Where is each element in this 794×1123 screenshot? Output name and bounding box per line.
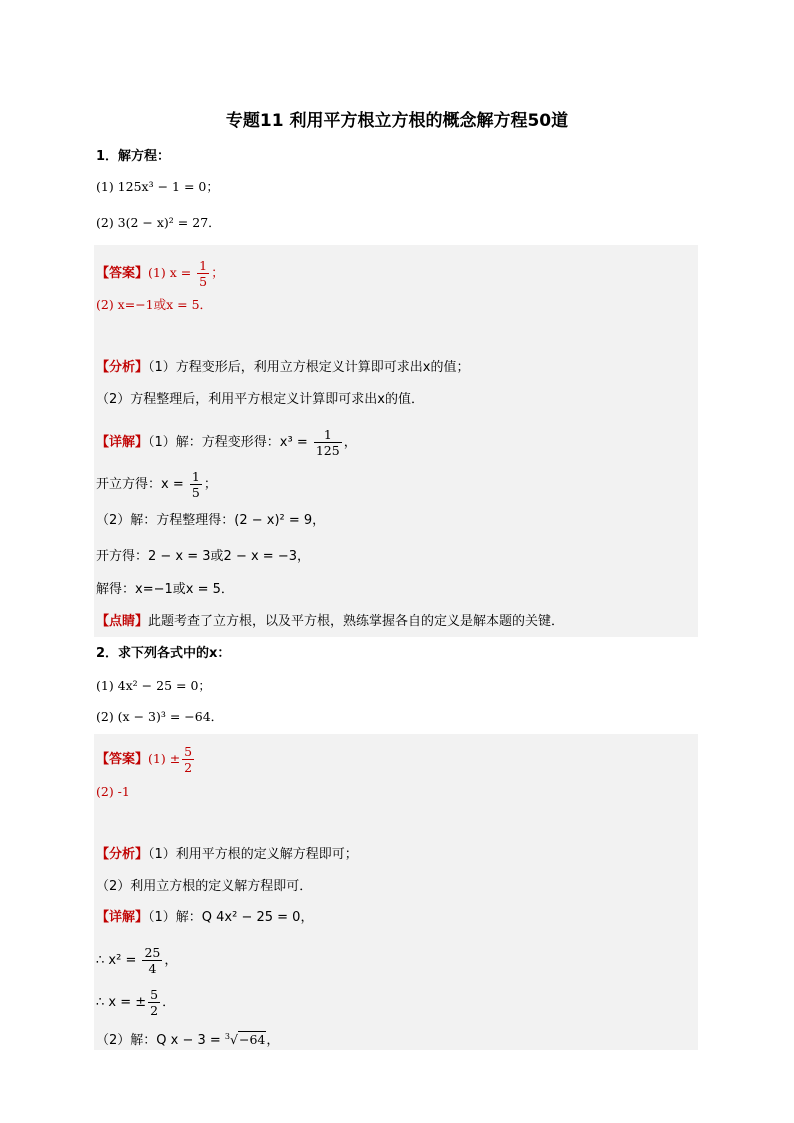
q2-problem-2: (2) (x − 3)³ = −64． (96, 709, 224, 724)
q1-detail-3: （2）解：方程整理得：(2 − x)² = 9， (96, 513, 326, 528)
q1-detail-4: 开方得：2 − x = 3或2 − x = −3， (96, 549, 310, 564)
q2-answer-1-prefix: (1) ± (148, 751, 181, 766)
q1-detail-2-suffix: ； (203, 477, 217, 492)
q2-heading: 2．求下列各式中的x： (96, 646, 231, 661)
q2-detail-1-text: （1）解：Q 4x² − 25 = 0， (148, 910, 314, 925)
q1-analysis-label: 【分析】 (96, 360, 149, 375)
q1-detail-1-prefix: （1）解：方程变形得：x³ = (148, 435, 312, 450)
q1-answer-label: 【答案】 (96, 266, 149, 281)
q1-detail-1-denominator: 125 (315, 443, 340, 458)
q1-detail-2-denominator: 5 (191, 485, 200, 500)
q2-answer-1-fraction (182, 744, 194, 775)
q1-answer-1-fraction (197, 258, 209, 289)
q1-detail-label: 【详解】 (96, 435, 149, 450)
q2-detail-3-prefix: ∴ x = ± (96, 995, 147, 1010)
q1-answer-1-suffix: ； (211, 266, 225, 281)
q2-detail-2-suffix: ， (164, 953, 178, 968)
cube-root-index: 3 (224, 1032, 231, 1041)
q2-analysis-label: 【分析】 (96, 847, 149, 862)
q1-answer-1-prefix: (1) x = (148, 265, 196, 280)
q1-problem-1: (1) 125x³ − 1 = 0； (96, 179, 219, 194)
q1-detail-1-fraction (314, 427, 342, 458)
cube-root-radicand: −64 (238, 1032, 266, 1048)
q2-detail-4 (96, 1028, 279, 1050)
q1-detail-5: 解得：x=−1或x = 5． (96, 582, 234, 597)
q2-detail-4-prefix: （2）解：Q x − 3 = (96, 1033, 225, 1049)
cube-root-symbol: $^3$√−64 (224, 1032, 266, 1048)
q2-detail-2-denominator: 4 (148, 961, 157, 976)
q1-analysis-1 (96, 359, 469, 377)
q2-detail-3-numerator: 5 (150, 987, 159, 1002)
q1-detail-2-numerator: 1 (191, 469, 200, 484)
q2-detail-4-suffix: ， (266, 1033, 280, 1049)
q2-detail-2-prefix: ∴ x² = (96, 953, 141, 968)
q2-answer-1-numerator: 5 (184, 744, 193, 759)
q1-detail-2-prefix: 开立方得：x = (96, 477, 188, 492)
q1-detail-1-numerator: 1 (314, 427, 342, 443)
q1-answer-1-numerator: 1 (199, 258, 208, 273)
q1-comment (96, 613, 564, 631)
q2-detail-3-suffix: ． (162, 995, 176, 1010)
q2-analysis-1-text: （1）利用平方根的定义解方程即可； (148, 847, 358, 862)
q2-answer-1-denominator: 2 (184, 760, 193, 775)
q1-comment-text: 此题考查了立方根，以及平方根，熟练掌握各自的定义是解本题的关键． (148, 614, 565, 629)
q1-detail-1-suffix: ， (343, 435, 357, 450)
q2-detail-2-fraction (142, 945, 162, 976)
q2-analysis-1 (96, 846, 358, 864)
q1-analysis-2: （2）方程整理后，利用平方根定义计算即可求出x的值． (96, 392, 424, 407)
q1-analysis-1-text: （1）方程变形后，利用立方根定义计算即可求出x的值； (148, 360, 470, 375)
q2-answer-label: 【答案】 (96, 752, 149, 767)
q2-analysis-2: （2）利用立方根的定义解方程即可． (96, 879, 313, 894)
q1-problem-2: (2) 3(2 − x)² = 27． (96, 215, 221, 230)
q1-detail-2-fraction (190, 469, 202, 500)
q1-answer-1 (96, 258, 224, 289)
q1-heading: 1．解方程： (96, 149, 171, 164)
q2-detail-label: 【详解】 (96, 910, 149, 925)
page-title: 专题11 利用平方根立方根的概念解方程50道 (225, 111, 569, 131)
q2-detail-3 (96, 987, 175, 1018)
q1-detail-2 (96, 469, 217, 500)
q1-answer-1-denominator: 5 (199, 274, 208, 289)
q1-comment-label: 【点睛】 (96, 614, 149, 629)
q2-problem-1: (1) 4x² − 25 = 0； (96, 678, 211, 693)
q2-detail-2-numerator: 25 (144, 945, 161, 960)
q1-detail-1 (96, 427, 357, 458)
q2-detail-2 (96, 945, 177, 976)
q2-detail-3-denominator: 2 (150, 1003, 159, 1018)
q2-answer-1 (96, 744, 196, 775)
q2-detail-1 (96, 909, 313, 927)
q1-answer-2: (2) x=−1或x = 5． (96, 297, 213, 312)
q2-detail-3-fraction (148, 987, 160, 1018)
q2-answer-2: (2) -1 (96, 784, 130, 799)
